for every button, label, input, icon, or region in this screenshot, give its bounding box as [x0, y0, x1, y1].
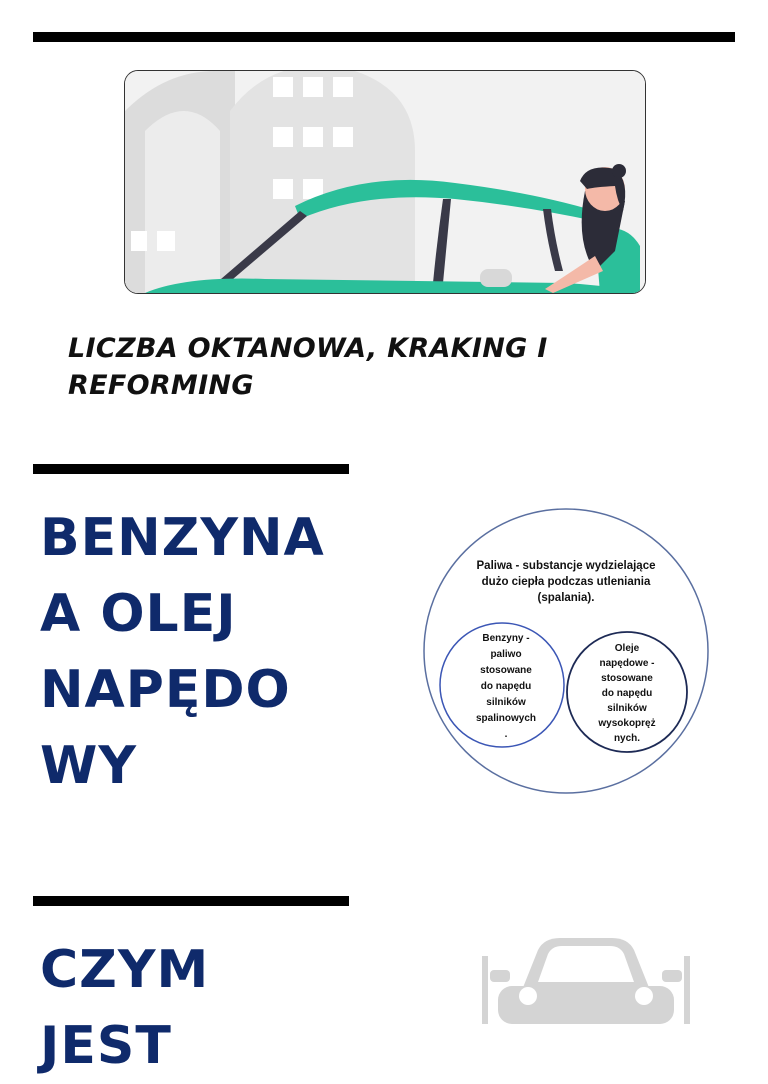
right-text-7: nych.: [613, 733, 641, 744]
section2-heading: [40, 932, 360, 1084]
fuel-venn-diagram: [420, 505, 712, 797]
hero-illustration: [124, 70, 646, 294]
venn-svg: [420, 505, 712, 797]
left-text-1: Benzyny -: [482, 633, 530, 644]
section1-heading: [40, 500, 360, 804]
section1-divider: [33, 464, 349, 474]
right-text-1: Oleje: [614, 643, 640, 654]
left-text-6: spalinowych: [475, 713, 537, 724]
right-text-2: napędowe -: [599, 658, 655, 669]
left-text-3: stosowane: [480, 665, 532, 676]
section2-divider: [33, 896, 349, 906]
right-text-4: do napędu: [601, 688, 653, 699]
heading-line-4: WY: [40, 736, 138, 796]
subtitle-line-1: LICZBA OKTANOWA, KRAKING I: [68, 333, 548, 364]
top-divider: [33, 32, 735, 42]
right-text-3: stosowane: [601, 673, 653, 684]
left-text-7: .: [504, 729, 508, 740]
heading2-line-1: CZYM JEST: [40, 940, 210, 1076]
right-text-5: silników: [607, 703, 647, 714]
page-subtitle: [68, 330, 628, 404]
heading-line-1: BENZYNA: [40, 508, 325, 568]
heading-line-3: NAPĘDO: [40, 660, 291, 720]
subtitle-line-2: REFORMING: [68, 370, 254, 401]
woman-car-illustration: [125, 71, 645, 293]
outer-text-1: Paliwa - substancje wydzielające: [476, 560, 656, 572]
right-text-6: wysokopręż: [598, 718, 656, 729]
car-icon: [480, 930, 692, 1024]
heading-line-2: A OLEJ: [40, 584, 237, 644]
outer-text-3: (spalania).: [537, 592, 595, 604]
outer-text-2: dużo ciepła podczas utleniania: [481, 576, 651, 588]
left-text-2: paliwo: [490, 649, 522, 660]
left-text-4: do napędu: [480, 681, 532, 692]
left-text-5: silników: [486, 697, 526, 708]
